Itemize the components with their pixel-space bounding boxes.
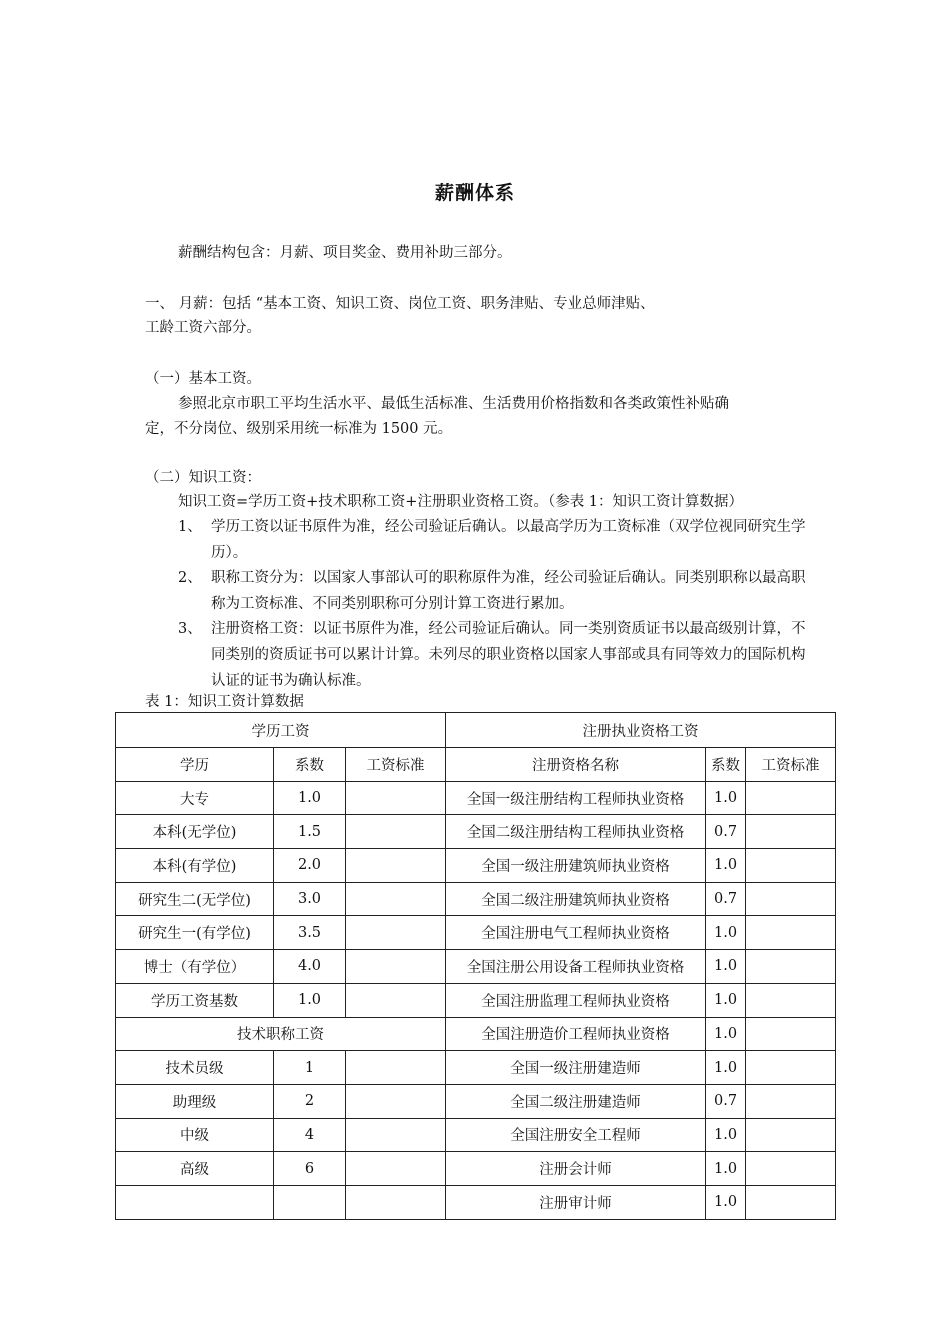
reg-std-cell (746, 781, 836, 815)
reg-coef-cell: 0.7 (706, 1084, 746, 1118)
reg-std-cell (746, 849, 836, 883)
intro-text: 薪酬结构包含：月薪、项目奖金、费用补助三部分。 (178, 245, 512, 261)
title-std-cell (346, 1051, 446, 1085)
table-caption: 表 1：知识工资计算数据 (145, 694, 304, 710)
reg-std-cell (746, 1017, 836, 1051)
edu-name-cell: 研究生一(有学位) (116, 916, 274, 950)
reg-name-cell: 全国注册安全工程师 (446, 1118, 706, 1152)
reg-name-cell: 注册会计师 (446, 1152, 706, 1186)
edu-std-cell (346, 882, 446, 916)
table-row (116, 1152, 836, 1186)
table-row (116, 849, 836, 883)
title-std-cell (346, 1152, 446, 1186)
reg-coef-cell: 1.0 (706, 950, 746, 984)
reg-name-cell: 全国注册造价工程师执业资格 (446, 1017, 706, 1051)
reg-std-cell (746, 1084, 836, 1118)
reg-name-cell: 全国二级注册建造师 (446, 1084, 706, 1118)
reg-coef-cell: 1.0 (706, 1017, 746, 1051)
title-coef-cell (274, 1185, 346, 1219)
edu-std-cell (346, 781, 446, 815)
knowledge-formula: 知识工资=学历工资+技术职称工资+注册职业资格工资。（参表 1：知识工资计算数据） (178, 494, 744, 510)
title-std-cell (346, 1084, 446, 1118)
basic-line1: 参照北京市职工平均生活水平、最低生活标准、生活费用价格指数和各类政策性补贴确 (178, 396, 729, 412)
item-number: 3、 (178, 621, 202, 637)
table-row (116, 1051, 836, 1085)
title-coef-cell: 2 (274, 1084, 346, 1118)
reg-name-cell: 注册审计师 (446, 1185, 706, 1219)
edu-std-cell (346, 916, 446, 950)
reg-coef-cell: 1.0 (706, 1185, 746, 1219)
reg-std-cell (746, 882, 836, 916)
reg-coef-cell: 0.7 (706, 882, 746, 916)
edu-wage-header: 学历工资 (116, 713, 446, 748)
table-row (116, 815, 836, 849)
basic-line2: 定，不分岗位、级别采用统一标准为 1500 元。 (145, 421, 453, 437)
reg-std-cell (746, 1152, 836, 1186)
item-text: 学历工资以证书原件为准，经公司验证后确认。以最高学历为工资标准（双学位视同研究生学历）。 (211, 519, 806, 561)
column-header-std: 工资标准 (346, 748, 446, 782)
basic-heading: （一）基本工资。 (145, 371, 261, 387)
table-row (116, 1185, 836, 1219)
reg-std-cell (746, 1185, 836, 1219)
table-row (116, 950, 836, 984)
edu-coef-cell: 1.5 (274, 815, 346, 849)
reg-std-cell (746, 815, 836, 849)
title-name-cell: 中级 (116, 1118, 274, 1152)
reg-name-cell: 全国二级注册建筑师执业资格 (446, 882, 706, 916)
title-coef-cell: 4 (274, 1118, 346, 1152)
reg-coef-cell: 1.0 (706, 1118, 746, 1152)
edu-name-cell: 大专 (116, 781, 274, 815)
column-header-reg-std: 工资标准 (746, 748, 836, 782)
table-row (116, 1118, 836, 1152)
title-coef-cell: 6 (274, 1152, 346, 1186)
edu-coef-cell: 3.5 (274, 916, 346, 950)
edu-std-cell (346, 815, 446, 849)
edu-name-cell: 学历工资基数 (116, 983, 274, 1017)
reg-name-cell: 全国注册公用设备工程师执业资格 (446, 950, 706, 984)
reg-name-cell: 全国二级注册结构工程师执业资格 (446, 815, 706, 849)
reg-std-cell (746, 1118, 836, 1152)
edu-name-cell: 博士（有学位） (116, 950, 274, 984)
edu-std-cell (346, 983, 446, 1017)
edu-coef-cell: 3.0 (274, 882, 346, 916)
reg-coef-cell: 1.0 (706, 1051, 746, 1085)
title-name-cell (116, 1185, 274, 1219)
edu-coef-cell: 2.0 (274, 849, 346, 883)
column-header-reg-name: 注册资格名称 (446, 748, 706, 782)
title-name-cell: 助理级 (116, 1084, 274, 1118)
column-header-edu: 学历 (116, 748, 274, 782)
edu-name-cell: 本科(有学位) (116, 849, 274, 883)
title-std-cell (346, 1118, 446, 1152)
item-text: 职称工资分为：以国家人事部认可的职称原件为准，经公司验证后确认。同类别职称以最高职称为工资标准、不同类别职称可分别计算工资进行累加。 (211, 570, 806, 612)
reg-name-cell: 全国一级注册建筑师执业资格 (446, 849, 706, 883)
title-std-cell (346, 1185, 446, 1219)
item-number: 2、 (178, 570, 202, 586)
reg-coef-cell: 1.0 (706, 849, 746, 883)
title-wage-header: 技术职称工资 (116, 1017, 446, 1051)
table-row (116, 916, 836, 950)
reg-std-cell (746, 983, 836, 1017)
reg-coef-cell: 1.0 (706, 1152, 746, 1186)
edu-name-cell: 本科(无学位) (116, 815, 274, 849)
reg-coef-cell: 1.0 (706, 983, 746, 1017)
edu-coef-cell: 4.0 (274, 950, 346, 984)
table-row (116, 882, 836, 916)
table-row (116, 713, 836, 748)
edu-coef-cell: 1.0 (274, 983, 346, 1017)
edu-name-cell: 研究生二(无学位) (116, 882, 274, 916)
title-name-cell: 高级 (116, 1152, 274, 1186)
reg-std-cell (746, 1051, 836, 1085)
table-row (116, 1084, 836, 1118)
reg-coef-cell: 1.0 (706, 781, 746, 815)
item-number: 1、 (178, 519, 202, 535)
reg-wage-header: 注册执业资格工资 (446, 713, 836, 748)
column-header-coef: 系数 (274, 748, 346, 782)
title-coef-cell: 1 (274, 1051, 346, 1085)
title-name-cell: 技术员级 (116, 1051, 274, 1085)
table-row (116, 781, 836, 815)
page-title: 薪酬体系 (434, 182, 515, 204)
item-text: 注册资格工资：以证书原件为准，经公司验证后确认。同一类别资质证书以最高级别计算，不同类别的资质证书可以累计计算。未列尽的职业资格以国家人事部或具有同等效力的国际机构认证的证书为确认标准。 (211, 621, 806, 689)
table-row (116, 748, 836, 782)
reg-name-cell: 全国一级注册建造师 (446, 1051, 706, 1085)
reg-name-cell: 全国一级注册结构工程师执业资格 (446, 781, 706, 815)
reg-name-cell: 全国注册监理工程师执业资格 (446, 983, 706, 1017)
reg-std-cell (746, 950, 836, 984)
edu-coef-cell: 1.0 (274, 781, 346, 815)
reg-name-cell: 全国注册电气工程师执业资格 (446, 916, 706, 950)
edu-std-cell (346, 950, 446, 984)
reg-std-cell (746, 916, 836, 950)
reg-coef-cell: 0.7 (706, 815, 746, 849)
reg-coef-cell: 1.0 (706, 916, 746, 950)
table-row (116, 1017, 836, 1051)
table-row (116, 983, 836, 1017)
column-header-reg-coef: 系数 (706, 748, 746, 782)
section1-line1: 一、 月薪：包括 “基本工资、知识工资、岗位工资、职务津贴、专业总师津贴、 (145, 296, 655, 312)
knowledge-wage-table (115, 712, 836, 1220)
knowledge-heading: （二）知识工资： (145, 470, 261, 486)
edu-std-cell (346, 849, 446, 883)
section1-line2: 工龄工资六部分。 (145, 320, 261, 336)
